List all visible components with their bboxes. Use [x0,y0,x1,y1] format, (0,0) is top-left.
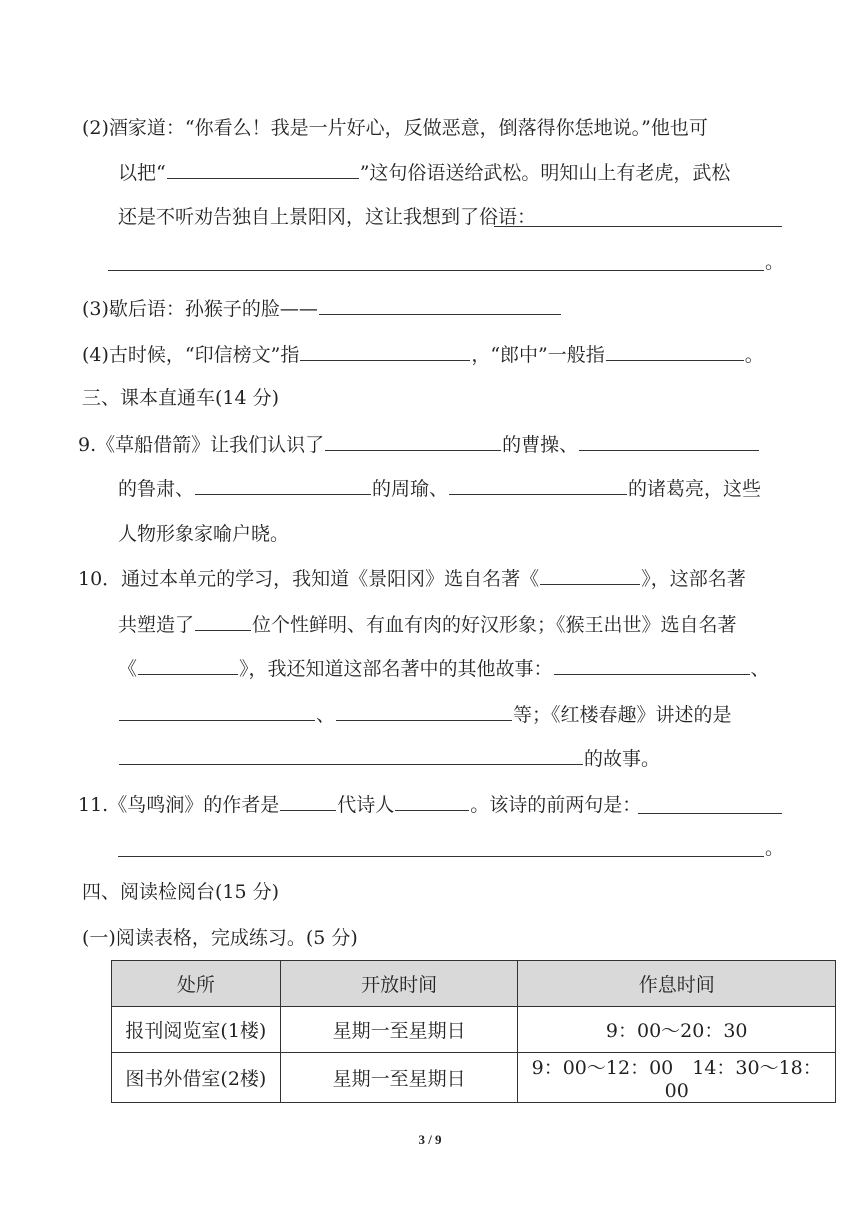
q2-line3: 还是不听劝告独自上景阳冈，这让我想到了俗语： [118,206,537,228]
q10-blank-book2[interactable] [138,656,238,675]
q10-text-c: 共塑造了 [118,614,195,636]
table-cell: 星期一至星期日 [280,1053,518,1103]
table-cell: 图书外借室(2楼) [112,1053,281,1103]
q9-blank-4[interactable] [449,476,627,495]
q4-line [82,342,764,367]
q11-end: 。 [765,837,785,859]
q2-text-b: ”这句俗语送给武松。明知山上有老虎，武松 [359,162,731,184]
q11-blank-lines[interactable] [638,813,782,814]
q4-blank-1[interactable] [300,342,470,361]
q4-text-b: ，“郎中”一般指 [471,344,605,366]
section4-title: 四、阅读检阅台(15 分) [82,881,280,903]
q10-line5 [118,746,660,771]
q10-text-b: 》，这部名著 [641,568,746,590]
section3-title: 三、课本直通车(14 分) [82,387,280,409]
q10-text-a: 10．通过本单元的学习，我知道《景阳冈》选自名著《 [78,568,540,590]
q9-text-a: 9.《草船借箭》让我们认识了 [78,434,325,456]
table-header-row [112,961,836,1007]
schedule-table [111,960,836,1103]
q11-text-a: 11.《鸟鸣涧》的作者是 [78,794,280,816]
q2-proverb-blank[interactable] [167,160,359,179]
q10-blank-story3[interactable] [336,702,512,721]
q10-line3 [118,656,770,681]
q9-blank-3[interactable] [195,476,371,495]
q2-saying-blank-cont[interactable] [108,270,764,271]
q10-text-j: 的故事。 [584,748,661,770]
q3-line [82,296,562,321]
q4-text-c: 。 [744,344,764,366]
table-cell: 星期一至星期日 [280,1007,518,1053]
q3-blank[interactable] [319,296,561,315]
q9-blank-2[interactable] [579,432,759,451]
q10-blank-count[interactable] [195,612,251,631]
table-row [112,1053,836,1103]
q2-line4-end: 。 [765,251,785,273]
q10-blank-story4[interactable] [119,746,583,765]
q9-line2 [118,476,761,501]
q10-blank-story2[interactable] [119,702,315,721]
q11-line1 [78,792,641,817]
q10-text-e: 《 [118,658,138,680]
page-number: 3 / 9 [418,1132,442,1147]
q10-line2 [118,612,737,637]
q2-line2 [118,160,730,185]
part1-title: (一)阅读表格，完成练习。(5 分) [82,927,358,949]
q9-text-b: 的曹操、 [502,434,579,456]
q11-text-b: 代诗人 [337,794,395,816]
q10-text-f: 》，我还知道这部名著中的其他故事： [239,658,553,680]
q9-text-c: 的鲁肃、 [118,478,195,500]
q4-blank-2[interactable] [606,342,744,361]
q10-line1 [78,566,746,591]
q4-text-a: (4)古时候，“印信榜文”指 [82,344,300,366]
q10-line4 [118,702,732,727]
q9-line1 [78,432,760,457]
q11-blank-dynasty[interactable] [280,792,336,811]
table-row [112,1007,836,1053]
q10-text-g: 、 [750,658,770,680]
q11-blank-lines-cont[interactable] [118,856,764,857]
q9-blank-1[interactable] [325,432,501,451]
q3-text: (3)歇后语：孙猴子的脸—— [82,298,318,320]
q11-text-c: 。该诗的前两句是： [470,794,642,816]
q10-text-d: 位个性鲜明、有血有肉的好汉形象；《猴王出世》选自名著 [252,614,737,636]
table-header-cell: 作息时间 [518,961,836,1007]
q2-text-a: 以把“ [118,162,166,184]
q9-text-e: 的诸葛亮，这些 [628,478,762,500]
q10-text-i: 等；《红楼春趣》讲述的是 [513,704,732,726]
q10-blank-story1[interactable] [554,656,750,675]
table-header-cell: 处所 [112,961,281,1007]
q9-text-d: 的周瑜、 [372,478,449,500]
q2-saying-blank[interactable] [494,226,782,227]
table-cell: 9：00～12：00 14：30～18：00 [518,1053,836,1103]
table-cell: 9：00～20：30 [518,1007,836,1053]
table-cell: 报刊阅览室(1楼) [112,1007,281,1053]
q11-blank-poet[interactable] [395,792,469,811]
q9-line3: 人物形象家喻户晓。 [118,523,290,545]
q10-text-h: 、 [316,704,336,726]
table-header-cell: 开放时间 [280,961,518,1007]
q2-line1: (2)酒家道：“你看么！我是一片好心，反做恶意，倒落得你恁地说。”他也可 [82,117,708,139]
q10-blank-book1[interactable] [540,566,640,585]
